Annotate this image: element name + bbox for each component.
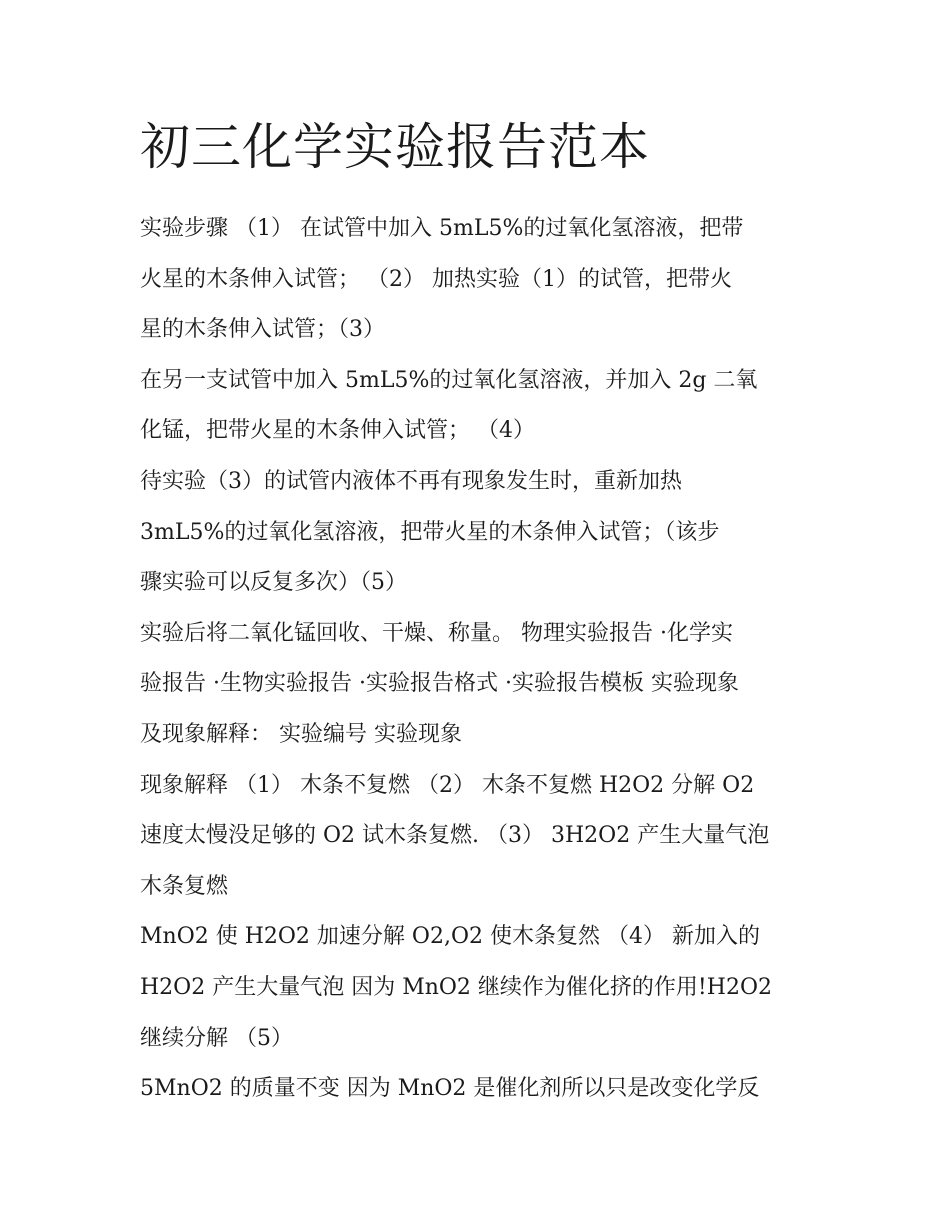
body-line: 火星的木条伸入试管； （2） 加热实验（1）的试管，把带火 (140, 266, 732, 292)
body-line: 待实验（3）的试管内液体不再有现象发生时，重新加热 (140, 468, 682, 494)
document-content (140, 112, 820, 1115)
body-line: 骤实验可以反复多次）（5） (140, 570, 407, 596)
body-line: 木条复燃 (140, 873, 229, 899)
body-line: 继续分解 （5） (140, 1025, 293, 1051)
body-line: 验报告 ·生物实验报告 ·实验报告格式 ·实验报告模板 实验现象 (140, 671, 739, 697)
body-line: MnO2 使 H2O2 加速分解 O2,O2 使木条复然 （4） 新加入的 (140, 924, 760, 950)
body-line: 速度太慢没足够的 O2 试木条复燃. （3） 3H2O2 产生大量气泡 (140, 823, 770, 849)
body-line: 在另一支试管中加入 5mL5%的过氧化氢溶液，并加入 2g 二氧 (140, 367, 758, 393)
body-line: 现象解释 （1） 木条不复燃 （2） 木条不复燃 H2O2 分解 O2 (140, 772, 755, 798)
body-line: 3mL5%的过氧化氢溶液，把带火星的木条伸入试管；（该步 (140, 519, 720, 545)
body-line: 实验步骤 （1） 在试管中加入 5mL5%的过氧化氢溶液，把带 (140, 216, 744, 241)
body-line: 星的木条伸入试管；（3） (140, 317, 385, 343)
body-line: 5MnO2 的质量不变 因为 MnO2 是催化剂所以只是改变化学反 (140, 1076, 760, 1102)
body-line: H2O2 产生大量气泡 因为 MnO2 继续作为催化挤的作用!H2O2 (140, 974, 772, 1000)
document-body (140, 204, 820, 1115)
document-title: 初三化学实验报告范本 (140, 118, 650, 176)
body-line: 实验后将二氧化锰回收、干燥、称量。 物理实验报告 ·化学实 (140, 620, 733, 646)
body-line: 及现象解释： 实验编号 实验现象 (140, 721, 462, 747)
body-line: 化锰，把带火星的木条伸入试管； （4） (140, 418, 535, 444)
